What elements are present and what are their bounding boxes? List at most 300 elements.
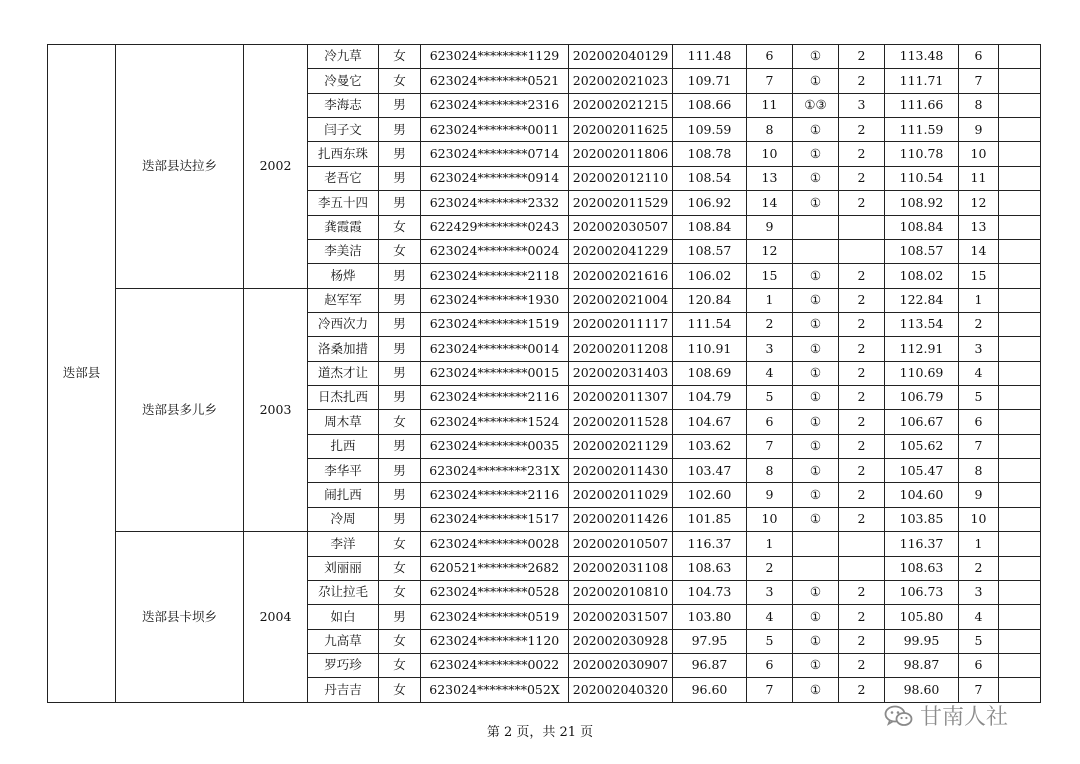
id-cell: 623024********1524: [421, 410, 569, 434]
table-row: [48, 532, 1041, 556]
written-rank-cell: 7: [747, 69, 793, 93]
written-rank-cell: 7: [747, 678, 793, 702]
bonus-type-cell: ①: [793, 166, 839, 190]
gender-cell: 男: [379, 312, 421, 336]
note-cell: [999, 215, 1041, 239]
note-cell: [999, 653, 1041, 677]
gender-cell: 男: [379, 459, 421, 483]
gender-cell: 女: [379, 239, 421, 263]
score-cell: 103.80: [673, 605, 747, 629]
score-cell: 97.95: [673, 629, 747, 653]
written-rank-cell: 9: [747, 215, 793, 239]
score-cell: 104.73: [673, 580, 747, 604]
bonus-points-cell: 2: [839, 434, 885, 458]
note-cell: [999, 361, 1041, 385]
bonus-type-cell: ①: [793, 312, 839, 336]
id-cell: 623024********1120: [421, 629, 569, 653]
score-cell: 106.02: [673, 264, 747, 288]
final-rank-cell: 7: [959, 678, 999, 702]
written-rank-cell: 13: [747, 166, 793, 190]
bonus-points-cell: [839, 532, 885, 556]
score-cell: 108.84: [673, 215, 747, 239]
score-cell: 110.91: [673, 337, 747, 361]
total-cell: 106.67: [885, 410, 959, 434]
gender-cell: 女: [379, 215, 421, 239]
total-cell: 106.79: [885, 386, 959, 410]
written-rank-cell: 14: [747, 191, 793, 215]
bonus-points-cell: 2: [839, 288, 885, 312]
id-cell: 623024********231X: [421, 459, 569, 483]
ticket-cell: 202002041229: [569, 239, 673, 263]
note-cell: [999, 288, 1041, 312]
town-cell: 迭部县卡坝乡: [116, 532, 244, 703]
page-footer: 第 2 页，共 21 页: [486, 725, 594, 740]
bonus-points-cell: 2: [839, 629, 885, 653]
bonus-points-cell: 2: [839, 142, 885, 166]
bonus-points-cell: 2: [839, 45, 885, 69]
gender-cell: 男: [379, 386, 421, 410]
total-cell: 108.84: [885, 215, 959, 239]
name-cell: 扎西东珠: [308, 142, 379, 166]
bonus-points-cell: 2: [839, 653, 885, 677]
total-cell: 110.78: [885, 142, 959, 166]
gender-cell: 男: [379, 483, 421, 507]
written-rank-cell: 8: [747, 118, 793, 142]
written-rank-cell: 10: [747, 507, 793, 531]
gender-cell: 女: [379, 653, 421, 677]
name-cell: 闫子文: [308, 118, 379, 142]
total-cell: 111.66: [885, 93, 959, 117]
score-cell: 101.85: [673, 507, 747, 531]
score-cell: 116.37: [673, 532, 747, 556]
total-cell: 105.47: [885, 459, 959, 483]
gender-cell: 男: [379, 166, 421, 190]
final-rank-cell: 7: [959, 69, 999, 93]
ticket-cell: 202002021004: [569, 288, 673, 312]
id-cell: 623024********1517: [421, 507, 569, 531]
written-rank-cell: 5: [747, 386, 793, 410]
ticket-cell: 202002031507: [569, 605, 673, 629]
id-cell: 623024********0022: [421, 653, 569, 677]
bonus-type-cell: ①: [793, 69, 839, 93]
score-cell: 120.84: [673, 288, 747, 312]
ticket-cell: 202002040129: [569, 45, 673, 69]
note-cell: [999, 556, 1041, 580]
written-rank-cell: 2: [747, 556, 793, 580]
bonus-points-cell: 2: [839, 459, 885, 483]
written-rank-cell: 4: [747, 361, 793, 385]
gender-cell: 男: [379, 93, 421, 117]
written-rank-cell: 1: [747, 288, 793, 312]
final-rank-cell: 1: [959, 532, 999, 556]
bonus-points-cell: 2: [839, 166, 885, 190]
written-rank-cell: 6: [747, 653, 793, 677]
ticket-cell: 202002011029: [569, 483, 673, 507]
note-cell: [999, 337, 1041, 361]
written-rank-cell: 3: [747, 337, 793, 361]
total-cell: 111.71: [885, 69, 959, 93]
bonus-points-cell: 2: [839, 118, 885, 142]
gender-cell: 男: [379, 191, 421, 215]
final-rank-cell: 2: [959, 556, 999, 580]
bonus-points-cell: 2: [839, 264, 885, 288]
total-cell: 110.69: [885, 361, 959, 385]
final-rank-cell: 10: [959, 507, 999, 531]
id-cell: 623024********1519: [421, 312, 569, 336]
id-cell: 623024********2332: [421, 191, 569, 215]
note-cell: [999, 166, 1041, 190]
bonus-type-cell: ①: [793, 142, 839, 166]
bonus-type-cell: ①: [793, 45, 839, 69]
name-cell: 道杰才让: [308, 361, 379, 385]
written-rank-cell: 10: [747, 142, 793, 166]
bonus-type-cell: ①: [793, 361, 839, 385]
bonus-points-cell: 2: [839, 410, 885, 434]
bonus-points-cell: 2: [839, 507, 885, 531]
written-rank-cell: 3: [747, 580, 793, 604]
id-cell: 623024********0035: [421, 434, 569, 458]
name-cell: 李海志: [308, 93, 379, 117]
gender-cell: 女: [379, 629, 421, 653]
total-cell: 108.63: [885, 556, 959, 580]
score-cell: 103.47: [673, 459, 747, 483]
note-cell: [999, 410, 1041, 434]
total-cell: 98.87: [885, 653, 959, 677]
id-cell: 623024********1930: [421, 288, 569, 312]
id-cell: 623024********2118: [421, 264, 569, 288]
results-table: [47, 44, 1041, 703]
final-rank-cell: 1: [959, 288, 999, 312]
final-rank-cell: 8: [959, 93, 999, 117]
bonus-type-cell: [793, 215, 839, 239]
final-rank-cell: 8: [959, 459, 999, 483]
total-cell: 108.92: [885, 191, 959, 215]
bonus-type-cell: ①: [793, 191, 839, 215]
gender-cell: 女: [379, 69, 421, 93]
id-cell: 623024********1129: [421, 45, 569, 69]
final-rank-cell: 3: [959, 337, 999, 361]
total-cell: 99.95: [885, 629, 959, 653]
id-cell: 623024********0519: [421, 605, 569, 629]
written-rank-cell: 8: [747, 459, 793, 483]
name-cell: 冷九草: [308, 45, 379, 69]
id-cell: 623024********0011: [421, 118, 569, 142]
bonus-type-cell: ①③: [793, 93, 839, 117]
total-cell: 103.85: [885, 507, 959, 531]
watermark-text: 甘南人社: [920, 705, 1009, 730]
gender-cell: 男: [379, 361, 421, 385]
ticket-cell: 202002030928: [569, 629, 673, 653]
bonus-points-cell: 2: [839, 312, 885, 336]
gender-cell: 女: [379, 580, 421, 604]
id-cell: 622429********0243: [421, 215, 569, 239]
final-rank-cell: 13: [959, 215, 999, 239]
total-cell: 111.59: [885, 118, 959, 142]
bonus-points-cell: 2: [839, 483, 885, 507]
ticket-cell: 202002010507: [569, 532, 673, 556]
note-cell: [999, 386, 1041, 410]
total-cell: 104.60: [885, 483, 959, 507]
bonus-type-cell: [793, 556, 839, 580]
bonus-points-cell: 2: [839, 678, 885, 702]
total-cell: 106.73: [885, 580, 959, 604]
note-cell: [999, 507, 1041, 531]
total-cell: 122.84: [885, 288, 959, 312]
name-cell: 周木草: [308, 410, 379, 434]
score-cell: 108.63: [673, 556, 747, 580]
score-cell: 106.92: [673, 191, 747, 215]
note-cell: [999, 532, 1041, 556]
final-rank-cell: 5: [959, 629, 999, 653]
note-cell: [999, 93, 1041, 117]
final-rank-cell: 5: [959, 386, 999, 410]
ticket-cell: 202002011806: [569, 142, 673, 166]
bonus-type-cell: [793, 532, 839, 556]
score-cell: 104.79: [673, 386, 747, 410]
written-rank-cell: 12: [747, 239, 793, 263]
total-cell: 112.91: [885, 337, 959, 361]
bonus-type-cell: ①: [793, 288, 839, 312]
final-rank-cell: 10: [959, 142, 999, 166]
gender-cell: 女: [379, 678, 421, 702]
gender-cell: 男: [379, 507, 421, 531]
ticket-cell: 202002021616: [569, 264, 673, 288]
name-cell: 李五十四: [308, 191, 379, 215]
id-cell: 620521********2682: [421, 556, 569, 580]
written-rank-cell: 11: [747, 93, 793, 117]
final-rank-cell: 14: [959, 239, 999, 263]
town-cell: 迭部县达拉乡: [116, 45, 244, 289]
id-cell: 623024********2316: [421, 93, 569, 117]
total-cell: 113.54: [885, 312, 959, 336]
total-cell: 105.80: [885, 605, 959, 629]
name-cell: 日杰扎西: [308, 386, 379, 410]
final-rank-cell: 7: [959, 434, 999, 458]
score-cell: 108.66: [673, 93, 747, 117]
name-cell: 李华平: [308, 459, 379, 483]
written-rank-cell: 7: [747, 434, 793, 458]
bonus-type-cell: ①: [793, 580, 839, 604]
gender-cell: 女: [379, 532, 421, 556]
name-cell: 如白: [308, 605, 379, 629]
ticket-cell: 202002011625: [569, 118, 673, 142]
gender-cell: 女: [379, 556, 421, 580]
name-cell: 杨烨: [308, 264, 379, 288]
id-cell: 623024********0914: [421, 166, 569, 190]
score-cell: 96.60: [673, 678, 747, 702]
score-cell: 109.59: [673, 118, 747, 142]
score-cell: 96.87: [673, 653, 747, 677]
note-cell: [999, 264, 1041, 288]
bonus-points-cell: 2: [839, 580, 885, 604]
ticket-cell: 202002011208: [569, 337, 673, 361]
bonus-points-cell: 2: [839, 361, 885, 385]
id-cell: 623024********0028: [421, 532, 569, 556]
id-cell: 623024********2116: [421, 386, 569, 410]
bonus-points-cell: 2: [839, 337, 885, 361]
written-rank-cell: 6: [747, 45, 793, 69]
score-cell: 108.78: [673, 142, 747, 166]
score-cell: 111.54: [673, 312, 747, 336]
total-cell: 108.57: [885, 239, 959, 263]
final-rank-cell: 2: [959, 312, 999, 336]
note-cell: [999, 45, 1041, 69]
gender-cell: 女: [379, 410, 421, 434]
ticket-cell: 202002011307: [569, 386, 673, 410]
watermark: [884, 700, 1008, 731]
position-code-cell: 2002: [244, 45, 308, 289]
id-cell: 623024********0714: [421, 142, 569, 166]
final-rank-cell: 12: [959, 191, 999, 215]
final-rank-cell: 9: [959, 118, 999, 142]
note-cell: [999, 629, 1041, 653]
written-rank-cell: 9: [747, 483, 793, 507]
name-cell: 丹吉吉: [308, 678, 379, 702]
written-rank-cell: 2: [747, 312, 793, 336]
score-cell: 109.71: [673, 69, 747, 93]
id-cell: 623024********0014: [421, 337, 569, 361]
table-row: [48, 288, 1041, 312]
bonus-type-cell: ①: [793, 483, 839, 507]
name-cell: 龚霞霞: [308, 215, 379, 239]
table-body: [48, 45, 1041, 703]
final-rank-cell: 15: [959, 264, 999, 288]
gender-cell: 男: [379, 337, 421, 361]
ticket-cell: 202002030907: [569, 653, 673, 677]
bonus-points-cell: 2: [839, 191, 885, 215]
id-cell: 623024********0024: [421, 239, 569, 263]
final-rank-cell: 4: [959, 361, 999, 385]
note-cell: [999, 459, 1041, 483]
bonus-type-cell: ①: [793, 605, 839, 629]
score-cell: 102.60: [673, 483, 747, 507]
position-code-cell: 2003: [244, 288, 308, 532]
name-cell: 赵军军: [308, 288, 379, 312]
ticket-cell: 202002011426: [569, 507, 673, 531]
bonus-type-cell: ①: [793, 629, 839, 653]
written-rank-cell: 4: [747, 605, 793, 629]
ticket-cell: 202002021215: [569, 93, 673, 117]
ticket-cell: 202002021023: [569, 69, 673, 93]
name-cell: 老吾它: [308, 166, 379, 190]
score-cell: 108.57: [673, 239, 747, 263]
gender-cell: 男: [379, 118, 421, 142]
ticket-cell: 202002040320: [569, 678, 673, 702]
town-cell: 迭部县多儿乡: [116, 288, 244, 532]
gender-cell: 男: [379, 142, 421, 166]
written-rank-cell: 1: [747, 532, 793, 556]
note-cell: [999, 605, 1041, 629]
bonus-type-cell: [793, 239, 839, 263]
score-cell: 111.48: [673, 45, 747, 69]
bonus-type-cell: ①: [793, 459, 839, 483]
note-cell: [999, 312, 1041, 336]
ticket-cell: 202002031108: [569, 556, 673, 580]
score-cell: 104.67: [673, 410, 747, 434]
ticket-cell: 202002011430: [569, 459, 673, 483]
name-cell: 九高草: [308, 629, 379, 653]
name-cell: 冷曼它: [308, 69, 379, 93]
total-cell: 116.37: [885, 532, 959, 556]
note-cell: [999, 239, 1041, 263]
wechat-icon: [884, 704, 914, 728]
gender-cell: 男: [379, 434, 421, 458]
score-cell: 108.69: [673, 361, 747, 385]
bonus-type-cell: ①: [793, 118, 839, 142]
gender-cell: 女: [379, 45, 421, 69]
name-cell: 李美洁: [308, 239, 379, 263]
final-rank-cell: 9: [959, 483, 999, 507]
bonus-type-cell: ①: [793, 678, 839, 702]
id-cell: 623024********052X: [421, 678, 569, 702]
bonus-type-cell: ①: [793, 264, 839, 288]
county-cell: 迭部县: [48, 45, 116, 703]
ticket-cell: 202002011529: [569, 191, 673, 215]
note-cell: [999, 69, 1041, 93]
name-cell: 闹扎西: [308, 483, 379, 507]
name-cell: 罗巧珍: [308, 653, 379, 677]
gender-cell: 男: [379, 605, 421, 629]
bonus-points-cell: 3: [839, 93, 885, 117]
total-cell: 113.48: [885, 45, 959, 69]
written-rank-cell: 15: [747, 264, 793, 288]
bonus-points-cell: 2: [839, 605, 885, 629]
name-cell: 李洋: [308, 532, 379, 556]
final-rank-cell: 4: [959, 605, 999, 629]
id-cell: 623024********2116: [421, 483, 569, 507]
total-cell: 105.62: [885, 434, 959, 458]
total-cell: 110.54: [885, 166, 959, 190]
bonus-type-cell: ①: [793, 337, 839, 361]
bonus-type-cell: ①: [793, 507, 839, 531]
bonus-points-cell: [839, 556, 885, 580]
total-cell: 98.60: [885, 678, 959, 702]
name-cell: 刘丽丽: [308, 556, 379, 580]
id-cell: 623024********0521: [421, 69, 569, 93]
written-rank-cell: 6: [747, 410, 793, 434]
note-cell: [999, 142, 1041, 166]
final-rank-cell: 11: [959, 166, 999, 190]
name-cell: 冷西次力: [308, 312, 379, 336]
id-cell: 623024********0015: [421, 361, 569, 385]
bonus-points-cell: [839, 239, 885, 263]
ticket-cell: 202002012110: [569, 166, 673, 190]
score-cell: 103.62: [673, 434, 747, 458]
name-cell: 尕让拉毛: [308, 580, 379, 604]
final-rank-cell: 6: [959, 653, 999, 677]
note-cell: [999, 118, 1041, 142]
bonus-type-cell: ①: [793, 410, 839, 434]
gender-cell: 男: [379, 288, 421, 312]
ticket-cell: 202002031403: [569, 361, 673, 385]
ticket-cell: 202002011528: [569, 410, 673, 434]
bonus-points-cell: 2: [839, 386, 885, 410]
bonus-type-cell: ①: [793, 386, 839, 410]
name-cell: 扎西: [308, 434, 379, 458]
score-cell: 108.54: [673, 166, 747, 190]
bonus-points-cell: [839, 215, 885, 239]
final-rank-cell: 6: [959, 410, 999, 434]
gender-cell: 男: [379, 264, 421, 288]
name-cell: 冷周: [308, 507, 379, 531]
position-code-cell: 2004: [244, 532, 308, 703]
total-cell: 108.02: [885, 264, 959, 288]
final-rank-cell: 6: [959, 45, 999, 69]
table-row: [48, 45, 1041, 69]
ticket-cell: 202002011117: [569, 312, 673, 336]
note-cell: [999, 483, 1041, 507]
ticket-cell: 202002030507: [569, 215, 673, 239]
